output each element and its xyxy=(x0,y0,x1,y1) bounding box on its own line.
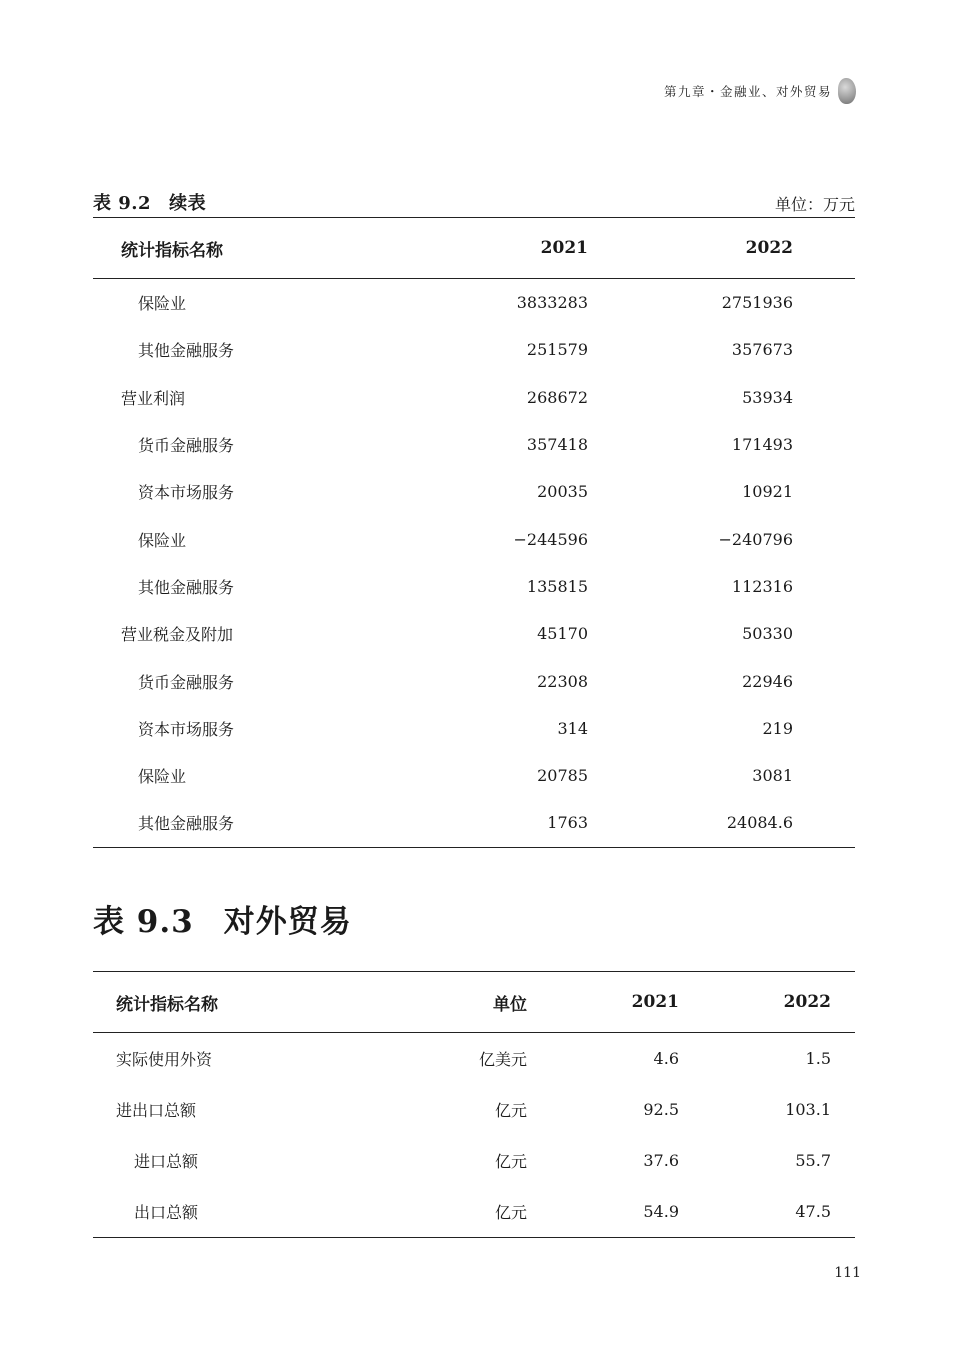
value-2021: 268672 xyxy=(526,387,588,407)
value-2021: 45170 xyxy=(537,624,588,644)
table-row xyxy=(93,1084,855,1135)
row-label: 保险业 xyxy=(138,530,187,550)
table-9-2 xyxy=(93,189,855,848)
table-row xyxy=(93,705,855,752)
value-2022: 55.7 xyxy=(795,1151,831,1170)
table-row xyxy=(93,799,855,847)
spacer-cell xyxy=(793,752,855,799)
value-2022: 112316 xyxy=(731,576,793,596)
value-2022: 3081 xyxy=(752,766,793,786)
table-row xyxy=(93,326,855,373)
header-row xyxy=(93,972,855,1033)
spacer-cell xyxy=(793,326,855,373)
spacer-cell xyxy=(793,279,855,327)
value-2022: 22946 xyxy=(742,671,793,691)
table-row xyxy=(93,515,855,562)
value-2022: 171493 xyxy=(731,435,793,455)
unit-cell: 亿元 xyxy=(494,1101,527,1120)
table-row xyxy=(93,1033,855,1085)
row-label: 资本市场服务 xyxy=(138,483,235,503)
value-2021: 54.9 xyxy=(527,1186,679,1238)
data-table xyxy=(93,218,855,848)
column-header-unit: 单位 xyxy=(378,972,527,1033)
row-label: 保险业 xyxy=(138,294,187,314)
row-label: 资本市场服务 xyxy=(138,719,235,739)
table-row xyxy=(93,421,855,468)
value-2022: 50330 xyxy=(742,624,793,644)
emblem-icon xyxy=(838,78,856,104)
row-label: 货币金融服务 xyxy=(138,436,235,456)
table-row xyxy=(93,563,855,610)
value-2022: 2751936 xyxy=(721,293,793,313)
row-label: 进口总额 xyxy=(134,1152,199,1171)
table-body xyxy=(93,279,855,848)
table-row xyxy=(93,657,855,704)
header-row xyxy=(93,218,855,279)
unit-label: 单位：万元 xyxy=(774,195,855,214)
row-label: 实际使用外资 xyxy=(116,1050,213,1069)
value-2021: 251579 xyxy=(526,340,588,360)
row-label: 出口总额 xyxy=(93,1186,378,1238)
unit-cell: 亿元 xyxy=(494,1152,527,1171)
value-2022: 357673 xyxy=(731,340,793,360)
row-label: 营业利润 xyxy=(121,388,186,408)
value-2021: 20785 xyxy=(537,766,588,786)
table-title: 续表 xyxy=(169,193,207,214)
data-table xyxy=(93,971,855,1238)
spacer-cell xyxy=(793,468,855,515)
table-row xyxy=(93,468,855,515)
row-label: 保险业 xyxy=(138,767,187,787)
row-label: 货币金融服务 xyxy=(138,672,235,692)
spacer-cell xyxy=(793,705,855,752)
value-2021: 1763 xyxy=(428,799,588,847)
column-header-spacer xyxy=(831,972,855,1033)
value-2021: 314 xyxy=(557,718,588,738)
spacer-cell xyxy=(793,563,855,610)
value-2021: 92.5 xyxy=(643,1100,679,1119)
row-label: 其他金融服务 xyxy=(93,799,428,847)
table-row xyxy=(93,610,855,657)
spacer-cell xyxy=(793,515,855,562)
column-header-name: 统计指标名称 xyxy=(93,218,428,279)
spacer-cell xyxy=(793,610,855,657)
value-2021: 20035 xyxy=(537,482,588,502)
spacer-cell xyxy=(793,374,855,421)
page-number: 111 xyxy=(834,1265,861,1281)
column-header-spacer xyxy=(793,218,855,279)
table-row xyxy=(93,374,855,421)
row-label: 营业税金及附加 xyxy=(121,625,234,645)
value-2021: 4.6 xyxy=(653,1049,679,1068)
value-2022: 1.5 xyxy=(805,1049,831,1068)
table-body xyxy=(93,1033,855,1238)
row-label: 其他金融服务 xyxy=(138,341,235,361)
value-2021: 37.6 xyxy=(643,1151,679,1170)
column-header-2022: 2022 xyxy=(588,218,793,279)
value-2022: 47.5 xyxy=(679,1186,831,1238)
section-title xyxy=(93,896,352,941)
spacer-cell xyxy=(793,799,855,847)
value-2021: −244596 xyxy=(513,529,588,549)
running-header-text: 第九章・金融业、对外贸易 xyxy=(663,84,832,99)
column-header-2022: 2022 xyxy=(679,972,831,1033)
column-header-name: 统计指标名称 xyxy=(93,972,378,1033)
column-header-2021: 2021 xyxy=(428,218,588,279)
value-2022: 10921 xyxy=(742,482,793,502)
section-title-text: 对外贸易 xyxy=(223,904,352,940)
value-2021: 3833283 xyxy=(516,293,588,313)
column-header-2021: 2021 xyxy=(527,972,679,1033)
table-label: 表 9.2 xyxy=(93,193,152,214)
section-label: 表 9.3 xyxy=(93,904,194,940)
spacer-cell xyxy=(831,1186,855,1238)
spacer-cell xyxy=(831,1135,855,1186)
value-2021: 22308 xyxy=(537,671,588,691)
spacer-cell xyxy=(793,421,855,468)
table-9-3 xyxy=(93,971,855,1238)
value-2022: 53934 xyxy=(742,387,793,407)
table-caption xyxy=(93,189,855,218)
table-row xyxy=(93,1135,855,1186)
table-row xyxy=(93,1186,855,1238)
value-2021: 357418 xyxy=(526,435,588,455)
spacer-cell xyxy=(831,1084,855,1135)
value-2021: 135815 xyxy=(526,576,588,596)
spacer-cell xyxy=(793,657,855,704)
unit-cell: 亿美元 xyxy=(478,1050,527,1069)
row-label: 进出口总额 xyxy=(116,1101,197,1120)
running-header xyxy=(664,78,856,104)
value-2022: 103.1 xyxy=(785,1100,831,1119)
row-label: 其他金融服务 xyxy=(138,577,235,597)
spacer-cell xyxy=(831,1033,855,1085)
value-2022: −240796 xyxy=(718,529,793,549)
value-2022: 219 xyxy=(762,718,793,738)
table-row xyxy=(93,752,855,799)
table-row xyxy=(93,279,855,327)
value-2022: 24084.6 xyxy=(588,799,793,847)
unit-cell: 亿元 xyxy=(378,1186,527,1238)
